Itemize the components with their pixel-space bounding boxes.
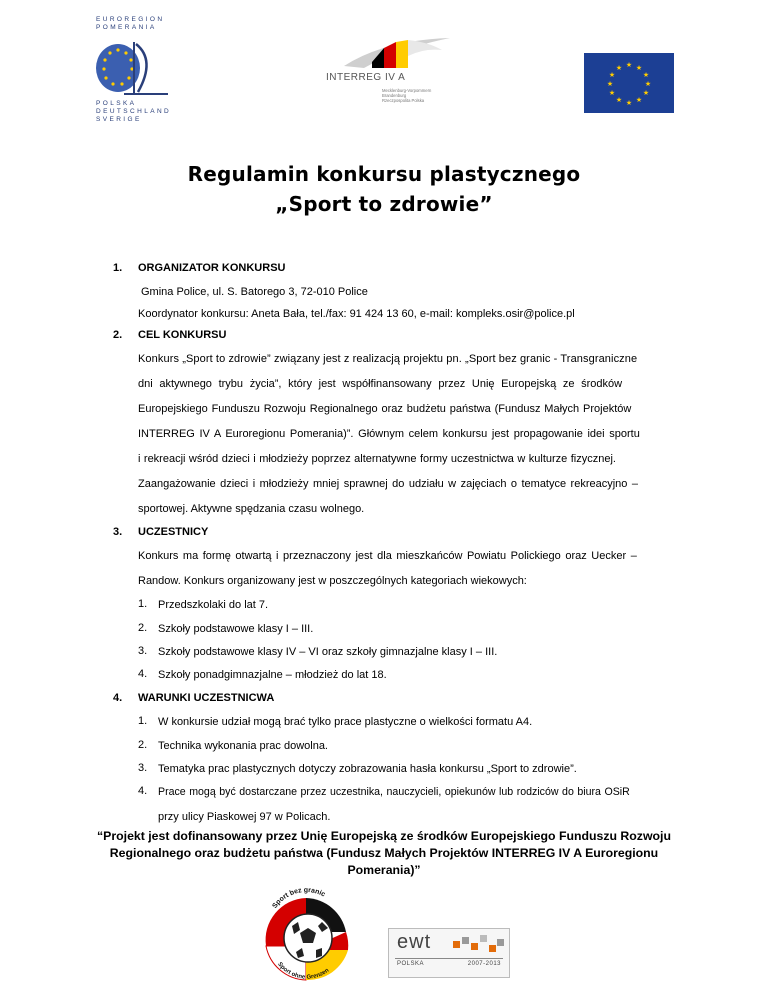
svg-text:★: ★ bbox=[615, 96, 623, 104]
svg-text:★: ★ bbox=[625, 61, 633, 69]
svg-text:★: ★ bbox=[644, 80, 652, 88]
section-4-heading: WARUNKI UCZESTNICWA bbox=[138, 692, 275, 704]
svg-text:★: ★ bbox=[625, 99, 633, 107]
section-3-item-4-text: Szkoły ponadgimnazjalne – młodzież do lat 18. bbox=[158, 669, 387, 681]
section-4-item-2-number: 2. bbox=[138, 739, 148, 751]
ball-logo-bottom-text: Sport ohne Grenzen bbox=[276, 961, 331, 981]
interreg-title: INTERREG IV A bbox=[326, 72, 406, 83]
section-4-item-4-continuation: przy ulicy Piaskowej 97 w Policach. bbox=[158, 811, 331, 823]
sport-bez-granic-logo bbox=[256, 876, 356, 988]
section-2-last-line: sportowej. Aktywne spędzania czasu wolnego. bbox=[138, 503, 365, 515]
section-3-heading: UCZESTNICY bbox=[138, 526, 209, 538]
section-3-number: 3. bbox=[113, 526, 123, 538]
section-2-line5: i rekreacji wśród dzieci i młodzieży poprzez alternatywne formy uczestnictwa w kulturze fizycznej. bbox=[138, 453, 616, 465]
svg-text:★: ★ bbox=[608, 71, 616, 79]
ewt-squares-icon bbox=[453, 933, 505, 957]
section-3-item-1-text: Przedszkolaki do lat 7. bbox=[158, 599, 269, 611]
section-4-number: 4. bbox=[113, 692, 123, 704]
section-2-line1: Konkurs „Sport to zdrowie” związany jest z realizacją projektu pn. „Sport bez granic - Transgraniczne bbox=[138, 353, 638, 365]
ewt-polska-logo bbox=[388, 928, 510, 978]
section-3-item-2-number: 2. bbox=[138, 622, 148, 634]
cofinancing-note-line3: Pomerania)” bbox=[347, 863, 421, 877]
eu-flag-icon bbox=[584, 53, 674, 113]
interreg-logo bbox=[324, 36, 454, 116]
section-2-line6: Zaangażowanie dzieci i młodzieży mniej sprawnej do udziału w zajęciach o tematyce rekreacyjno – bbox=[138, 478, 638, 490]
section-3-line2: Randow. Konkurs organizowany jest w poszczególnych kategoriach wiekowych: bbox=[138, 575, 527, 587]
section-4-item-1-number: 1. bbox=[138, 715, 148, 727]
svg-text:★: ★ bbox=[608, 89, 616, 97]
soccer-ball-icon bbox=[256, 876, 356, 988]
euroregion-logo-top-text: EUROREGION POMERANIA bbox=[96, 16, 165, 31]
ewt-years-text: 2007-2013 bbox=[467, 961, 501, 967]
pomerania-emblem-icon bbox=[94, 38, 174, 98]
section-4-item-3-number: 3. bbox=[138, 762, 148, 774]
section-2-number: 2. bbox=[113, 329, 123, 341]
svg-text:★: ★ bbox=[606, 80, 614, 88]
svg-text:★: ★ bbox=[615, 64, 623, 72]
section-4-item-3-text: Tematyka prac plastycznych dotyczy zobrazowania hasła konkursu „Sport to zdrowie”. bbox=[158, 763, 577, 775]
section-4-item-2-text: Technika wykonania prac dowolna. bbox=[158, 740, 328, 752]
cofinancing-note-line1: “Projekt jest dofinansowany przez Unię Europejską ze środków Europejskiego Funduszu Rozwoju bbox=[97, 829, 671, 843]
svg-text:★: ★ bbox=[635, 96, 643, 104]
section-3-item-1-number: 1. bbox=[138, 598, 148, 610]
ball-logo-top-text: Sport bez granic bbox=[271, 886, 327, 910]
section-1-number: 1. bbox=[113, 262, 123, 274]
interreg-swoosh-icon bbox=[324, 36, 454, 70]
section-3-item-3-text: Szkoły podstawowe klasy IV – VI oraz szkoły gimnazjalne klasy I – III. bbox=[158, 646, 498, 658]
section-3-item-3-number: 3. bbox=[138, 645, 148, 657]
section-3-item-2-text: Szkoły podstawowe klasy I – III. bbox=[158, 623, 314, 635]
document-title-line1: Regulamin konkursu plastycznego bbox=[187, 162, 581, 186]
document-title-line2: „Sport to zdrowie” bbox=[275, 192, 493, 216]
section-1-line2: Koordynator konkursu: Aneta Bała, tel./fax: 91 424 13 60, e-mail: kompleks.osir@police.pl bbox=[138, 308, 575, 320]
ewt-brand-text: ewt bbox=[397, 931, 432, 953]
cofinancing-note-line2: Regionalnego oraz budżetu państwa (Fundusz Małych Projektów INTERREG IV A Euroregionu bbox=[109, 846, 659, 860]
section-2-line2: dni aktywnego trybu życia”, który jest współfinansowany przez Unię Europejską ze środków bbox=[138, 378, 623, 390]
section-2-line3: Europejskiego Funduszu Rozwoju Regionalnego oraz budżetu państwa (Fundusz Małych Projektów bbox=[138, 403, 632, 415]
section-4-item-1-text: W konkursie udział mogą brać tylko prace plastyczne o wielkości formatu A4. bbox=[158, 716, 533, 728]
svg-text:★: ★ bbox=[635, 64, 643, 72]
section-2-heading: CEL KONKURSU bbox=[138, 329, 227, 341]
ewt-country-text: POLSKA bbox=[397, 961, 425, 967]
section-4-item-4-number: 4. bbox=[138, 785, 148, 797]
section-3-item-4-number: 4. bbox=[138, 668, 148, 680]
euroregion-logo-bottom-text: POLSKA DEUTSCHLAND SVERIGE bbox=[96, 100, 172, 123]
section-4-item-4-text: Prace mogą być dostarczane przez uczestnika, nauczycieli, opiekunów lub rodziców do biura OSiR bbox=[158, 786, 630, 798]
interreg-subtitle: Mecklenburg-Vorpommern Brandenburg Rzeczpospolita Polska bbox=[382, 88, 432, 104]
section-1-heading: ORGANIZATOR KONKURSU bbox=[138, 262, 286, 274]
eu-flag bbox=[584, 53, 674, 113]
section-3-line1: Konkurs ma formę otwartą i przeznaczony jest dla mieszkańców Powiatu Polickiego oraz Uecker – bbox=[138, 550, 637, 562]
euroregion-pomerania-logo bbox=[94, 16, 174, 128]
svg-text:★: ★ bbox=[642, 89, 650, 97]
section-1-line1: Gmina Police, ul. S. Batorego 3, 72-010 Police bbox=[141, 286, 368, 298]
svg-text:★: ★ bbox=[642, 71, 650, 79]
section-2-line4: INTERREG IV A Euroregionu Pomerania)”. Głównym celem konkursu jest propagowanie idei sportu bbox=[138, 428, 640, 440]
